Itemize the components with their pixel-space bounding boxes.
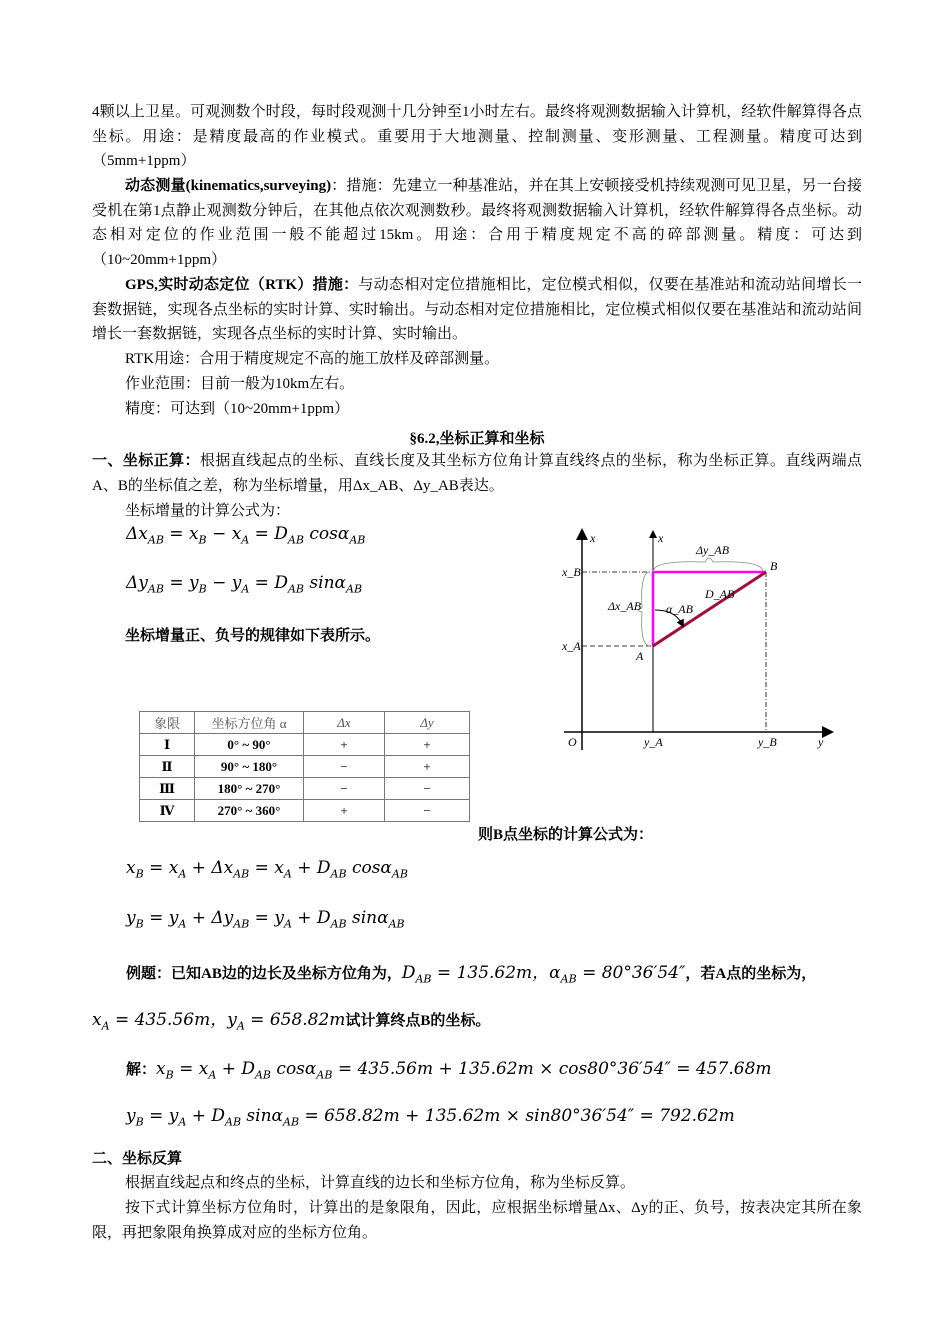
- example-coords: $x_A = 435.56m$，$y_A = 658.82m$: [92, 1010, 346, 1033]
- label-xa: x_A: [562, 639, 581, 653]
- paragraph-accuracy: 精度：可达到（10~20mm+1ppm）: [125, 401, 350, 417]
- solution-label: 解：: [126, 1062, 157, 1078]
- paragraph-forward-calc: [92, 449, 862, 498]
- dy-brace: [653, 558, 763, 572]
- paragraph-kinematic: [92, 174, 862, 272]
- table-row: [140, 756, 470, 778]
- label-origin: O: [568, 735, 577, 749]
- paragraph-rtk-use: RTK用途：合用于精度规定不高的施工放样及碎部测量。: [125, 351, 500, 367]
- header-dx: Δx: [304, 712, 385, 734]
- inverse-calc-heading: 二、坐标反算: [92, 1151, 183, 1167]
- example-tail: ，若A点的坐标为，: [685, 966, 817, 982]
- cell: +: [304, 734, 385, 756]
- cell: −: [304, 778, 385, 800]
- formula-dy: $\Delta y_{AB} = y_B - y_A = D_{AB}$ sinα$_{AB}$: [126, 573, 363, 596]
- formula-yb: $y_B = y_A + \Delta y_{AB} = y_A + D_{AB}$ sinα$_{AB}$: [126, 908, 405, 931]
- label-alpha: α_AB: [666, 602, 693, 616]
- formula-xb: $x_B = x_A + \Delta x_{AB} = x_A + D_{AB}$ cosα$_{AB}$: [126, 858, 408, 881]
- cell: −: [385, 778, 470, 800]
- cell: +: [385, 756, 470, 778]
- label-a: A: [636, 649, 644, 663]
- label-yb: y_B: [758, 735, 777, 749]
- sign-table: [139, 711, 470, 822]
- inverse-calc-text: 按下式计算坐标方位角时，计算出的是象限角，因此，应根据坐标增量Δx、Δy的正、负号，按表决定其所在象限，再把象限角换算成对应的坐标方位角。: [92, 1200, 862, 1241]
- cell: 90° ~ 180°: [195, 756, 304, 778]
- label-y: y: [818, 735, 824, 749]
- table-row: [140, 778, 470, 800]
- example-line-1: [126, 958, 816, 985]
- label-local-x: x: [658, 531, 664, 545]
- b-formula-intro: 则B点坐标的计算公式为：: [478, 827, 654, 843]
- paragraph-static-survey: 4颗以上卫星。可观测数个时段，每时段观测十几分钟至1小时左右。最终将观测数据输入计算机，经软件解算得各点坐标。用途：是精度最高的作业模式。重要用于大地测量、控制测量、变形测量、工程测量。精度可达到（5mm+1ppm）: [92, 104, 862, 170]
- formula-intro: 坐标增量的计算公式为：: [125, 503, 291, 519]
- solution-xb: $x_B = x_A + D_{AB}$ cosα$_{AB}$ = 435.56m + 135.62m × cos80°36′54″ = 457.68m: [156, 1059, 772, 1082]
- cell: Ⅰ: [140, 734, 195, 756]
- cell: +: [385, 734, 470, 756]
- label-xb: x_B: [562, 565, 581, 579]
- cell: 0° ~ 90°: [195, 734, 304, 756]
- example-line-2: [92, 1005, 490, 1032]
- solution-yb: $y_B = y_A + D_{AB}$ sinα$_{AB}$ = 658.82m + 135.62m × sin80°36′54″ = 792.62m: [126, 1106, 735, 1129]
- cell: −: [304, 756, 385, 778]
- coordinate-diagram: [550, 520, 840, 760]
- label-dy: Δy_AB: [696, 543, 730, 557]
- cell: −: [385, 800, 470, 822]
- example-lead: 例题：已知AB边的边长及坐标方位角为，: [126, 966, 402, 982]
- label-x: x: [590, 531, 596, 545]
- header-quadrant: 象限: [140, 712, 195, 734]
- forward-calc-heading: 一、坐标正算：: [92, 453, 200, 469]
- kinematic-heading: 动态测量(kinematics,surveying): [125, 178, 332, 194]
- formula-dx: $\Delta x_{AB} = x_B - x_A = D_{AB}$ cosα$_{AB}$: [126, 524, 366, 547]
- cell: Ⅱ: [140, 756, 195, 778]
- kinematic-text: ：措施：先建立一种基准站，并在其上安顿接受机持续观测可见卫星，另一台接受机在第1点静止观测数分钟后，在其他点依次观测数秒。最终将观测数据输入计算机，经软件解算得各点坐标。动态相对定位的作业范围一般不能超过15km。用途：合用于精度规定不高的碎部测量。精度：可达到（10~20mm+1ppm）: [92, 178, 862, 268]
- label-ya: y_A: [644, 735, 663, 749]
- label-b: B: [770, 559, 778, 573]
- cell: Ⅳ: [140, 800, 195, 822]
- example-given: $D_{AB} = 135.62m$，$\alpha_{AB} = 80^\circ 36'54''$: [401, 963, 686, 986]
- table-row: [140, 734, 470, 756]
- header-azimuth: 坐标方位角 α: [195, 712, 304, 734]
- label-dx: Δx_AB: [608, 599, 642, 613]
- cell: 180° ~ 270°: [195, 778, 304, 800]
- section-title: §6.2,坐标正算和坐标: [409, 431, 545, 447]
- sign-rule-text: 坐标增量正、负号的规律如下表所示。: [125, 628, 381, 644]
- label-d: D_AB: [705, 587, 735, 601]
- table-row: [140, 800, 470, 822]
- rtk-heading: GPS,实时动态定位（RTK）措施：: [125, 277, 359, 293]
- cell: +: [304, 800, 385, 822]
- forward-calc-text: 根据直线起点的坐标、直线长度及其坐标方位角计算直线终点的坐标，称为坐标正算。直线两端点A、B的坐标值之差，称为坐标增量，用Δx_AB、Δy_AB表达。: [92, 453, 862, 494]
- inverse-calc-definition: 根据直线起点和终点的坐标，计算直线的边长和坐标方位角，称为坐标反算。: [125, 1175, 636, 1191]
- table-header-row: [140, 712, 470, 734]
- rtk-text: 与动态相对定位措施相比，定位模式相似，仅要在基准站和流动站间增长一套数据链，实现各点坐标的实时计算、实时输出。与动态相对定位措施相比，定位模式相似仅要在基准站和流动站间增长一套数据链，实现各点坐标的实时计算、实时输出。: [92, 277, 862, 343]
- cell: 270° ~ 360°: [195, 800, 304, 822]
- paragraph-rtk: [92, 273, 862, 347]
- cell: Ⅲ: [140, 778, 195, 800]
- paragraph-range: 作业范围：目前一般为10km左右。: [125, 376, 355, 392]
- solution-line-1: [126, 1058, 772, 1081]
- header-dy: Δy: [385, 712, 470, 734]
- example-ask: 试计算终点B的坐标。: [345, 1013, 491, 1029]
